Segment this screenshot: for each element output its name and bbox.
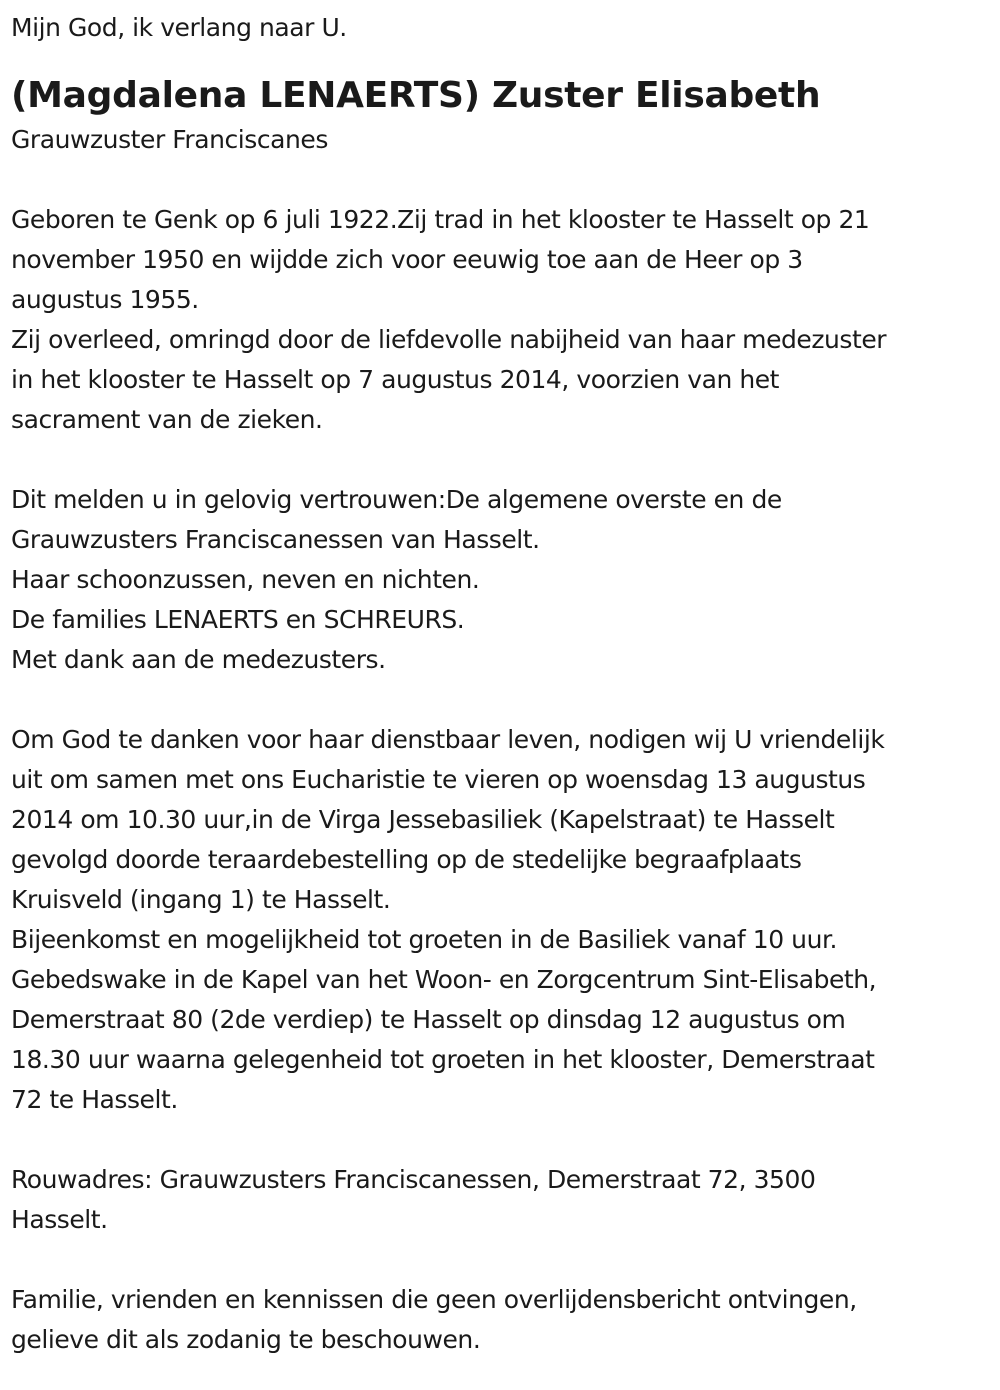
text-line: Om God te danken voor haar dienstbaar leven, nodigen wij U vriendelijk bbox=[11, 725, 885, 754]
text-line: 2014 om 10.30 uur,in de Virga Jessebasiliek (Kapelstraat) te Hasselt bbox=[11, 805, 835, 834]
text-line: Rouwadres: Grauwzusters Franciscanessen, Demerstraat 72, 3500 bbox=[11, 1165, 816, 1194]
paragraph-announcers bbox=[11, 480, 988, 680]
paragraph-closing-note bbox=[11, 1280, 988, 1360]
motto: Mijn God, ik verlang naar U. bbox=[11, 13, 347, 42]
spacer bbox=[11, 1120, 988, 1160]
text-line: Demerstraat 80 (2de verdiep) te Hasselt op dinsdag 12 augustus om bbox=[11, 1005, 846, 1034]
text-line: 72 te Hasselt. bbox=[11, 1085, 178, 1114]
text-line: uit om samen met ons Eucharistie te vieren op woensdag 13 augustus bbox=[11, 765, 866, 794]
text-line: Gebedswake in de Kapel van het Woon- en Zorgcentrum Sint-Elisabeth, bbox=[11, 965, 877, 994]
text-line: gevolgd doorde teraardebestelling op de stedelijke begraafplaats bbox=[11, 845, 802, 874]
text-line: Dit melden u in gelovig vertrouwen:De algemene overste en de bbox=[11, 485, 782, 514]
spacer bbox=[11, 440, 988, 480]
text-line: Familie, vrienden en kennissen die geen overlijdensbericht ontvingen, bbox=[11, 1285, 857, 1314]
text-line: Grauwzusters Franciscanessen van Hasselt. bbox=[11, 525, 540, 554]
spacer bbox=[11, 680, 988, 720]
text-line: gelieve dit als zodanig te beschouwen. bbox=[11, 1325, 481, 1354]
text-line: Bijeenkomst en mogelijkheid tot groeten in de Basiliek vanaf 10 uur. bbox=[11, 925, 838, 954]
text-line: augustus 1955. bbox=[11, 285, 199, 314]
text-line: Zij overleed, omringd door de liefdevolle nabijheid van haar medezuster bbox=[11, 325, 887, 354]
paragraph-service bbox=[11, 720, 988, 1120]
paragraph-biography bbox=[11, 200, 988, 440]
deceased-name: (Magdalena LENAERTS) Zuster Elisabeth bbox=[11, 75, 821, 116]
text-line: Hasselt. bbox=[11, 1205, 108, 1234]
text-line: De families LENAERTS en SCHREURS. bbox=[11, 605, 465, 634]
text-line: Haar schoonzussen, neven en nichten. bbox=[11, 565, 480, 594]
spacer bbox=[11, 160, 988, 200]
paragraph-mourning-address bbox=[11, 1160, 988, 1240]
text-line: Met dank aan de medezusters. bbox=[11, 645, 386, 674]
text-line: 18.30 uur waarna gelegenheid tot groeten in het klooster, Demerstraat bbox=[11, 1045, 875, 1074]
text-line: sacrament van de zieken. bbox=[11, 405, 323, 434]
spacer bbox=[11, 1240, 988, 1280]
text-line: november 1950 en wijdde zich voor eeuwig toe aan de Heer op 3 bbox=[11, 245, 803, 274]
text-line: Geboren te Genk op 6 juli 1922.Zij trad in het klooster te Hasselt op 21 bbox=[11, 205, 870, 234]
religious-order: Grauwzuster Franciscanes bbox=[11, 125, 328, 154]
text-line: Kruisveld (ingang 1) te Hasselt. bbox=[11, 885, 391, 914]
text-line: in het klooster te Hasselt op 7 augustus 2014, voorzien van het bbox=[11, 365, 780, 394]
